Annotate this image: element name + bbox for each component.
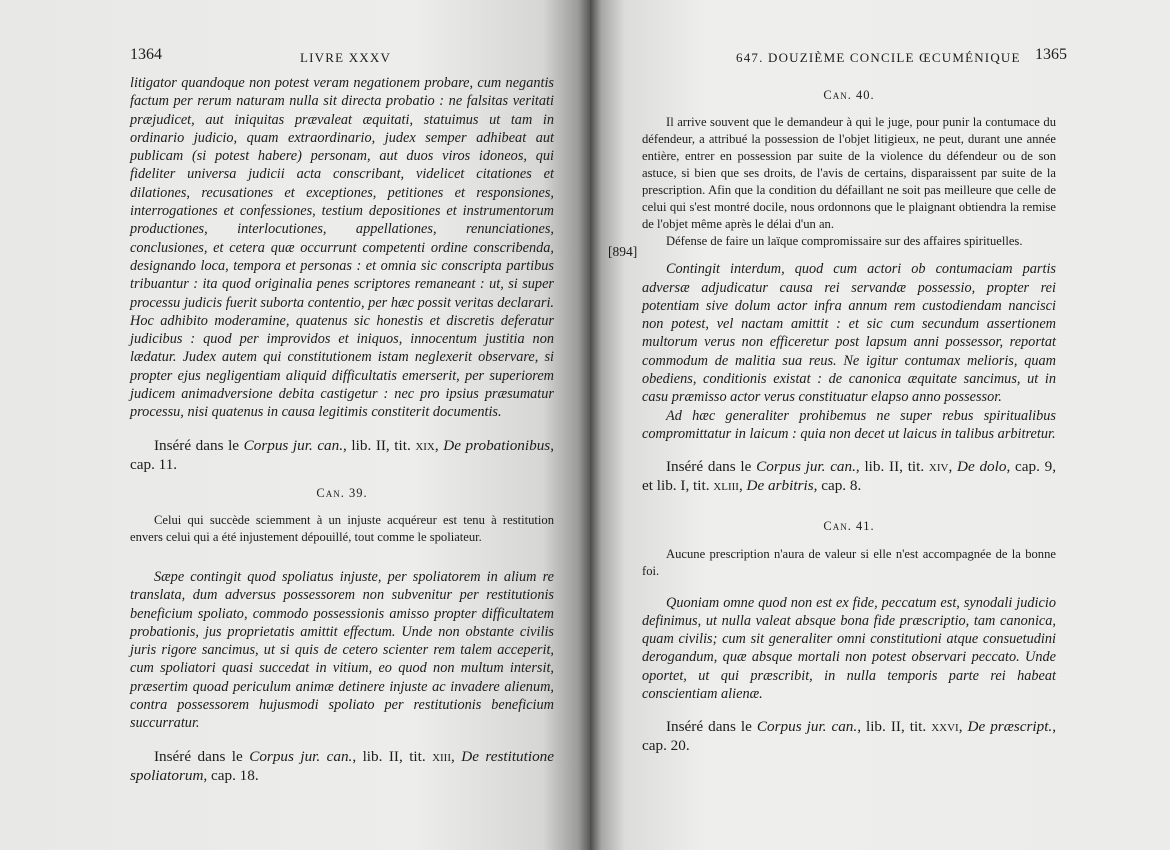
latin-text: Contingit interdum, quod cum actori ob contumaciam partis adversæ adjudicatur causa rei servandæ possessio, propter rei potentiam sive dolum actor infra annum rem custodiendam nancisci non potest, vel nactam amittit : et sic cum secundum assertionem multorum verus non efficeretur post lapsum anni possessor, reportat commodum de malitia sua reus. Ne igitur contumax melioris, quam obediens, conditionis existat : de canonica æquitate sancimus, ut in casu præmisso actor verus constituatur elapso anno possessor. (642, 261, 1056, 406)
left-text-block (130, 74, 554, 785)
canon-heading: Can. 39. (316, 485, 368, 500)
right-page (590, 0, 1170, 850)
french-summary: Aucune prescription n'aura de valeur si elle n'est accompagnée de la bonne foi. (642, 546, 1056, 578)
latin-text: Quoniam omne quod non est ex fide, peccatum est, synodali judicio definimus, ut nulla valeat absque bona fide præscriptio, tam canonica, quam civilis; cum sit generaliter omni constitutioni atque consuetudini derogandum, quæ absque mortali non potest observari peccato. Unde oportet, ut qui præscribit, in nulla temporis parte rei habeat conscientiam alienæ. (642, 594, 1056, 703)
canon-heading: Can. 40. (823, 88, 875, 102)
latin-text: Ad hæc generaliter prohibemus ne super rebus spiritualibus compromittatur in laicum : quia non decet ut laicus in talibus arbitretur. (642, 407, 1056, 442)
margin-number: [894] (608, 244, 638, 259)
latin-continuation: litigator quandoque non potest veram negationem probare, cum negantis factum per rerum naturam nulla sit directa probatio : ne falsitas veritati præjudicet, aut iniquitas prævaleat æquitati, statuimus ut tam in ordinario judicio, quam extraordinario, judex semper adhibeat aut publicam (si potest habere) personam, aut duos viros idoneos, qui fideliter universa judicii acta conscribant, videlicet citationes et dilationes, recusationes et exceptiones, petitiones et responsiones, interrogationes et confessiones, testium depositiones et instrumentorum productiones, interlocutiones, appellationes, renunciationes, conclusiones, et cetera quæ occurrunt competenti ordine conscribenda, designando loca, tempora et personas : et omnia sic conscripta partibus tribuantur : ita quod originalia penes scriptores remaneant : ut, si super processu judicis fuerit suborta contentio, per hæc possit veritas declarari. Hoc adhibito moderamine, quatenus sic honestis et discretis deferatur judicibus : quod per improvidos et iniquos, innocentum justitia non lædatur. Judex autem qui constitutionem istam neglexerit observare, si propter ejus negligentiam aliquid difficultatis emerserit, per superiorem judicem animadversione debita castigetur : nec pro ipsius præsumatur processu, nisi quatenus in causa legitimis constiterit documentis. (130, 75, 554, 421)
canon-heading: Can. 41. (823, 519, 875, 534)
running-head: LIVRE XXXV (300, 50, 392, 65)
latin-text: Sæpe contingit quod spoliatus injuste, per spoliatorem in alium re translata, dum adversus possessorem non subvenitur per restitutionis beneficium spoliato, commodo possessionis amisso propter difficultatem probationis, jus proprietatis amittit effectum. Unde non obstante civilis juris rigore sancimus, ut si quis de cetero scienter rem talem acceperit, cum spoliatori quasi succedat in vitium, eo quod non multum intersit, præsertim quoad periculum animæ detinere injuste ac invadere alienum, contra possessorem hujusmodi spoliato per restitutionis beneficium succurratur. (130, 568, 554, 732)
source-note: Inséré dans le Corpus jur. can., lib. II, tit. xix, De probationibus, cap. 11. (130, 436, 555, 473)
french-summary: Celui qui succède sciemment à un injuste acquéreur est tenu à restitution envers celui qui a été injustement dépouillé, tout comme le spoliateur. (130, 512, 554, 544)
page-number: 1364 (130, 46, 162, 63)
running-head: 647. DOUZIÈME CONCILE ŒCUMÉNIQUE (736, 50, 1021, 65)
subtitle: Défense de faire un laïque compromissaire sur des affaires spirituelles. (666, 234, 1023, 249)
source-note: Inséré dans le Corpus jur. can., lib. II, tit. xxvi, De præscript., cap. 20. (642, 718, 1057, 755)
page-number: 1365 (1035, 46, 1067, 63)
source-note: Inséré dans le Corpus jur. can., lib. II, tit. xiv, De dolo, cap. 9, et lib. I, tit. xliii, De arbitris, cap. 8. (642, 458, 1056, 495)
french-summary: Il arrive souvent que le demandeur à qui le juge, pour punir la contumace du défendeur, a attribué la possession de l'objet litigieux, ne peut, durant une année entière, entrer en possession par suite de la violence du défendeur ou de son astuce, si bien que ses droits, de l'avis de certains, disparaissent par suite de la prescription. Afin que la condition du défaillant ne soit pas meilleure que celle de celui qui s'est montré docile, nous ordonnons que le plaignant obtiendra la remise de l'objet même après le délai d'un an. (642, 115, 1056, 232)
right-text-block (642, 86, 1056, 755)
source-note: Inséré dans le Corpus jur. can., lib. II, tit. xiii, De restitutione spoliatorum, cap. 18. (130, 747, 555, 784)
